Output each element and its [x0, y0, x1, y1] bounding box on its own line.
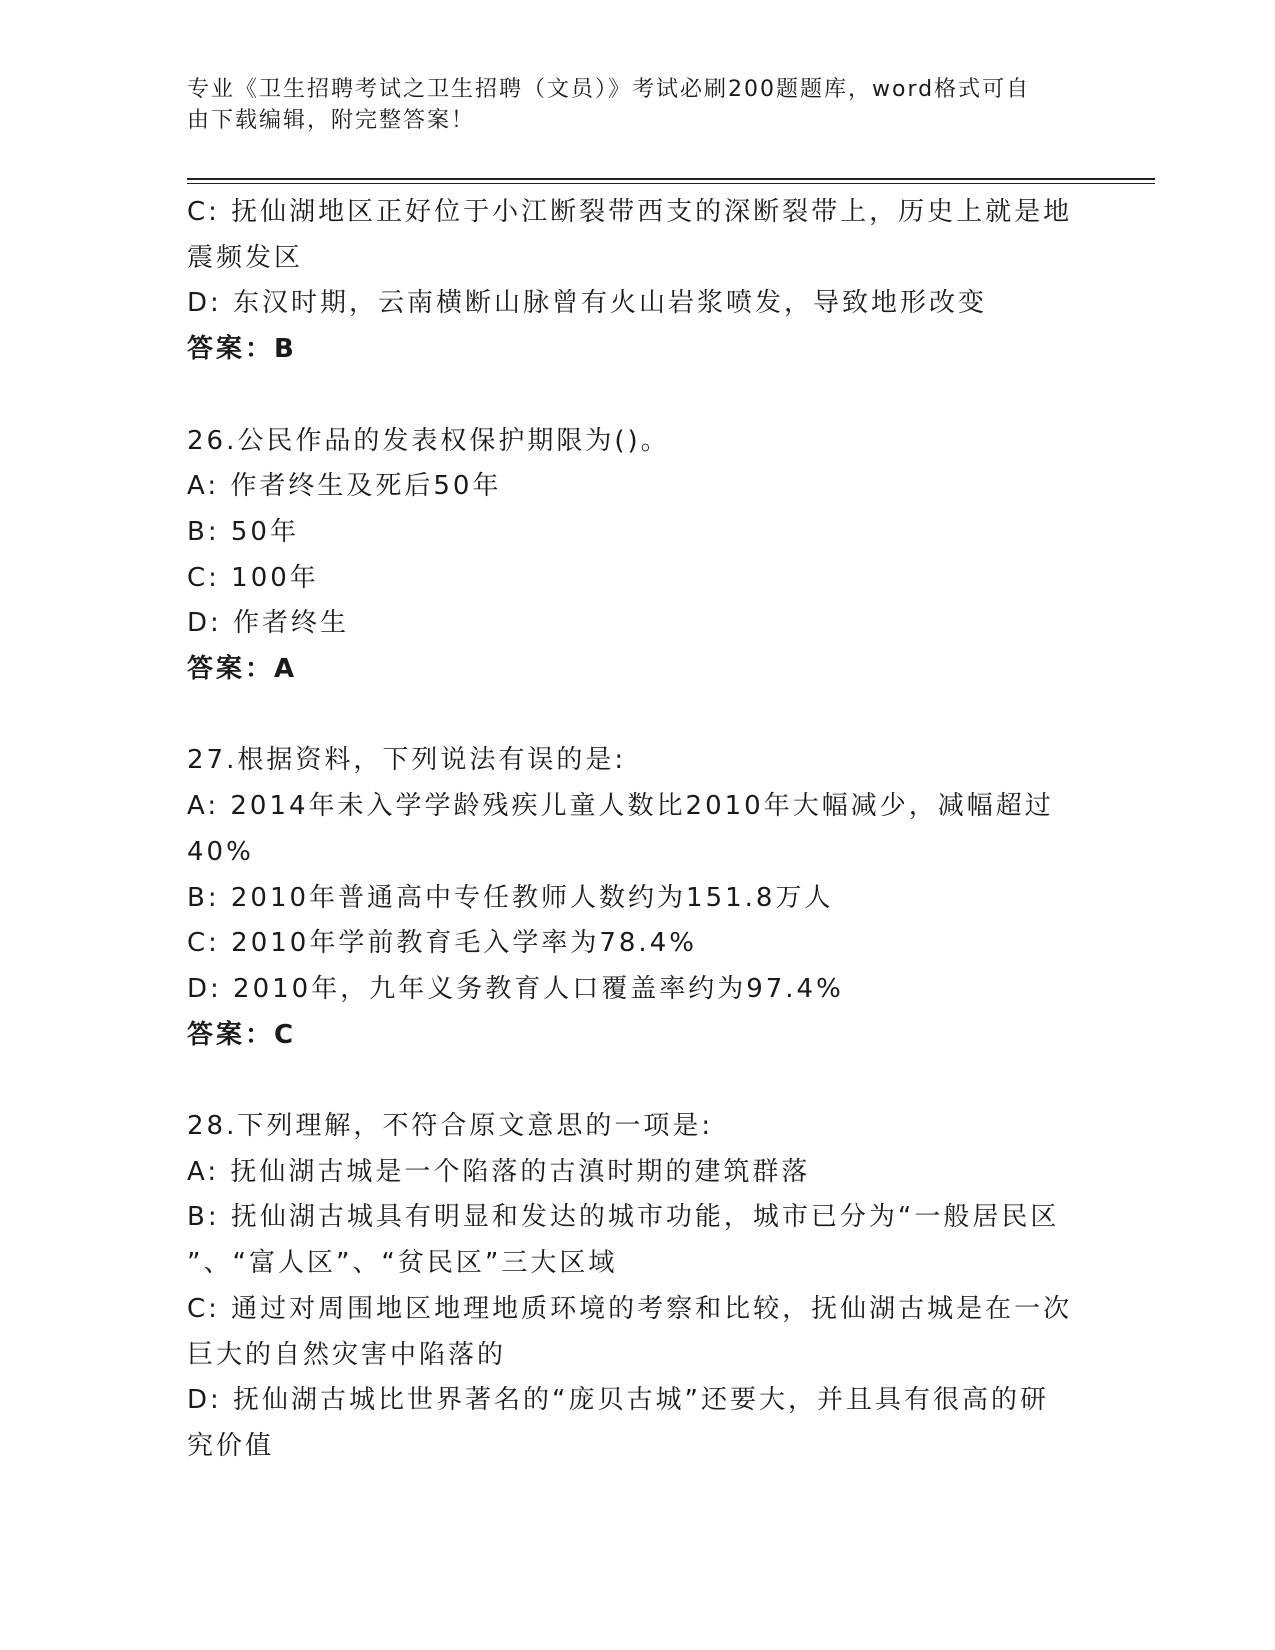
header-rule-thin	[187, 183, 1155, 184]
question-27	[187, 738, 1087, 1058]
option-line: B: 50年	[187, 516, 299, 547]
option-line: D: 2010年，九年义务教育人口覆盖率约为97.4%	[187, 973, 844, 1004]
page-header	[187, 74, 1087, 136]
answer-line: 答案：A	[187, 654, 298, 685]
option-line: A: 2014年未入学学龄残疾儿童人数比2010年大幅减少，减幅超过	[187, 791, 1054, 822]
option-line: C: 100年	[187, 562, 319, 593]
option-line: B: 2010年普通高中专任教师人数约为151.8万人	[187, 882, 834, 913]
option-line: C: 抚仙湖地区正好位于小江断裂带西支的深断裂带上，历史上就是地	[187, 197, 1073, 227]
option-line: 40%	[187, 836, 254, 867]
answer-line: 答案：C	[187, 1019, 297, 1050]
answer-line: 答案：B	[187, 334, 297, 365]
prev-question-block	[187, 190, 1087, 373]
option-line: A: 抚仙湖古城是一个陷落的古滇时期的建筑群落	[187, 1156, 811, 1187]
option-line: D: 抚仙湖古城比世界著名的“庞贝古城”还要大，并且具有很高的研	[187, 1385, 1049, 1416]
header-line-2: 由下载编辑，附完整答案！	[187, 108, 476, 133]
option-line: 究价值	[187, 1430, 275, 1461]
option-line: D: 东汉时期，云南横断山脉曾有火山岩浆喷发，导致地形改变	[187, 288, 988, 319]
question-28	[187, 1104, 1087, 1470]
document-body	[187, 190, 1087, 1470]
header-line-1: 专业《卫生招聘考试之卫生招聘（文员）》考试必刷200题题库，word格式可自	[187, 77, 1031, 102]
option-line: D: 作者终生	[187, 608, 350, 639]
question-stem: 27.根据资料，下列说法有误的是:	[187, 745, 627, 776]
option-line: 巨大的自然灾害中陷落的	[187, 1339, 507, 1370]
question-26	[187, 419, 1087, 693]
option-line: B: 抚仙湖古城具有明显和发达的城市功能，城市已分为“一般居民区	[187, 1202, 1060, 1233]
question-stem: 26.公民作品的发表权保护期限为()。	[187, 425, 670, 456]
option-line: ”、“富人区”、“贫民区”三大区域	[187, 1248, 618, 1279]
option-line: 震频发区	[187, 242, 304, 273]
question-stem: 28.下列理解，不符合原文意思的一项是:	[187, 1111, 714, 1142]
header-rule-thick	[187, 178, 1155, 180]
option-line: C: 2010年学前教育毛入学率为78.4%	[187, 928, 697, 959]
option-line: C: 通过对周围地区地理地质环境的考察和比较，抚仙湖古城是在一次	[187, 1293, 1073, 1324]
option-line: A: 作者终生及死后50年	[187, 471, 502, 502]
